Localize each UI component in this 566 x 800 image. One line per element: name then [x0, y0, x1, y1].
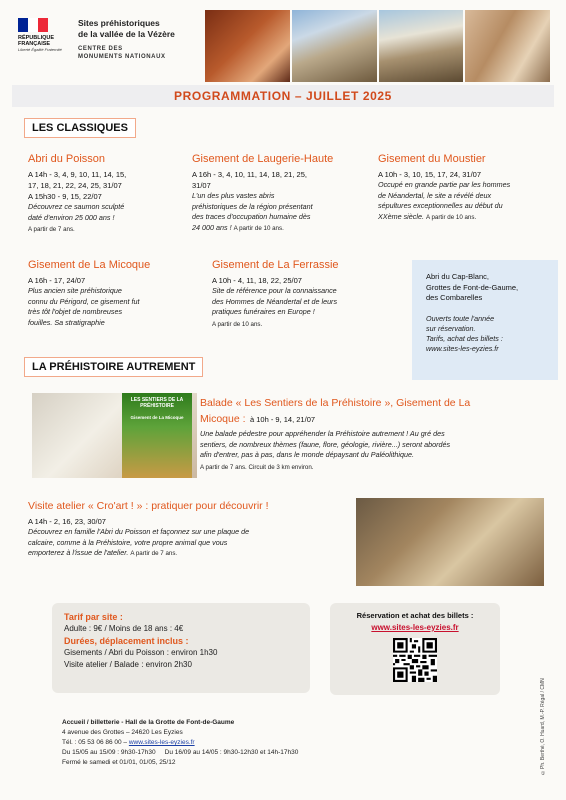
site-name: Gisement du Moustier [378, 153, 486, 165]
abri-poisson-block: Abri du Poisson A 14h - 3, 4, 9, 10, 11, 14, 15, 17, 18, 21, 22, 24, 25, 31/07 A 15h30 - 9, 15, 22/07 Découvrez ce saumon sculpté daté d'environ 25 000 ans ! A partir de 7 ans. [28, 153, 188, 233]
site-name: Gisement de Laugerie-Haute [192, 153, 334, 165]
site-name: Gisement de La Micoque [28, 259, 151, 271]
republique-francaise-logo [18, 18, 70, 53]
site-name: Abri du Poisson [28, 153, 106, 165]
atelier-photo [356, 498, 544, 586]
other-sites-info-box: Abri du Cap-Blanc, Grottes de Font-de-Gaume, des Combarelles Ouverts toute l'année sur réservation. Tarifs, achat des billets : www.sites-les-eyzies.fr [412, 260, 558, 380]
cliff-photo [465, 10, 550, 82]
sentiers-poster: LES SENTIERS DE LA PRÉHISTOIRE Gisement de La Micoque [122, 393, 192, 478]
atelier-block: Visite atelier « Cro'art ! » : pratiquer pour découvrir ! A 14h - 2, 16, 23, 30/07 Découvrez en famille l'Abri du Poisson et façonnez sur une plaque de calcaire, comme à la Préhistoire, votre propre animal que vous emporterez à l'issue de l'atelier. A partir de 7 ans. [28, 500, 269, 557]
logo-motto: Liberté Égalité Fraternité [18, 47, 62, 52]
section-classiques-heading: LES CLASSIQUES [24, 118, 136, 138]
micoque-block: Gisement de La Micoque A 16h - 17, 24/07 Plus ancien site préhistorique connu du Périgord, ce gisement fut très tôt l'objet de nombreuses fouilles. Sa stratigraphie [28, 259, 198, 328]
info-box-link[interactable]: www.sites-les-eyzies.fr [426, 343, 499, 353]
header-photo-strip [205, 10, 550, 82]
balade-block: Balade « Les Sentiers de la Préhistoire », Gisement de La Micoque : à 10h - 9, 14, 21/07 Une balade pédestre pour appréhender la Préhistoire autrement ! Au gré des sentiers, de nombreux thèmes (faune, flore, géologie, rivière...) seront abordés afin d'entrer, pas à pas, dans le monde dépaysant du Paléolithique. A partir de 7 ans. Circuit de 3 km environ. [200, 397, 471, 471]
logo-text: RÉPUBLIQUE FRANÇAISE [18, 35, 55, 47]
landscape-photo [292, 10, 377, 82]
moustier-block: Gisement du Moustier A 10h - 3, 10, 15, 17, 24, 31/07 Occupé en grande partie par les hommes de Néandertal, le site a révélé deux sépultures exceptionnelles au début du XXème siècle. A partir de 10 ans. [378, 153, 558, 223]
site-title: Sites préhistoriques de la vallée de la Vézère [78, 18, 175, 39]
photo-credit: ©Ph. Berthé, O. Huard, M.-P. Régal / CMN [540, 678, 546, 775]
ferrassie-block: Gisement de La Ferrassie A 10h - 4, 11, 18, 22, 25/07 Site de référence pour la connaissance des Hommes de Néandertal et de leurs pratiques funéraires en Europe ! A partir de 10 ans. [212, 259, 407, 328]
site-name: Gisement de La Ferrassie [212, 259, 339, 271]
reservation-link[interactable]: www.sites-les-eyzies.fr [371, 623, 459, 632]
cave-photo [205, 10, 290, 82]
qr-code-icon[interactable] [393, 638, 437, 682]
tarif-box: Tarif par site : Adulte : 9€ / Moins de 18 ans : 4€ Durées, déplacement inclus : Gisements / Abri du Poisson : environ 1h30 Visite atelier / Balade : environ 2h30 [52, 603, 310, 693]
section-autrement-heading: LA PRÉHISTOIRE AUTREMENT [24, 357, 203, 377]
rock-shelter-photo [379, 10, 464, 82]
laugerie-haute-block: Gisement de Laugerie-Haute A 16h - 3, 4, 10, 11, 14, 18, 21, 25, 31/07 L'un des plus vastes abris préhistoriques de la région présentant des traces d'occupation humaine dès 24 000 ans ! A partir de 10 ans. [192, 153, 372, 234]
reservation-box: Réservation et achat des billets : www.sites-les-eyzies.fr [330, 603, 500, 695]
cmn-logo: CENTRE DES MONUMENTS NATIONAUX [78, 46, 166, 60]
info-box-title: Abri du Cap-Blanc, Grottes de Font-de-Gaume, des Combarelles [426, 272, 519, 302]
footer-contact: Accueil / billetterie - Hall de la Grotte de Font-de-Gaume 4 avenue des Grottes – 24620 Les Eyzies Tél. : 05 53 06 86 00 – www.sites-les-eyzies.fr Du 15/05 au 15/09 : 9h30-17h30 Du 16/09 au 14/05 : 9h30-12h30 et 14h-17h30 Fermé le samedi et 01/01, 01/05, 25/12 [62, 719, 299, 766]
french-flag-icon [18, 18, 48, 32]
footer-website-link[interactable]: www.sites-les-eyzies.fr [128, 739, 195, 746]
programme-title: PROGRAMMATION – JUILLET 2025 [174, 89, 392, 103]
